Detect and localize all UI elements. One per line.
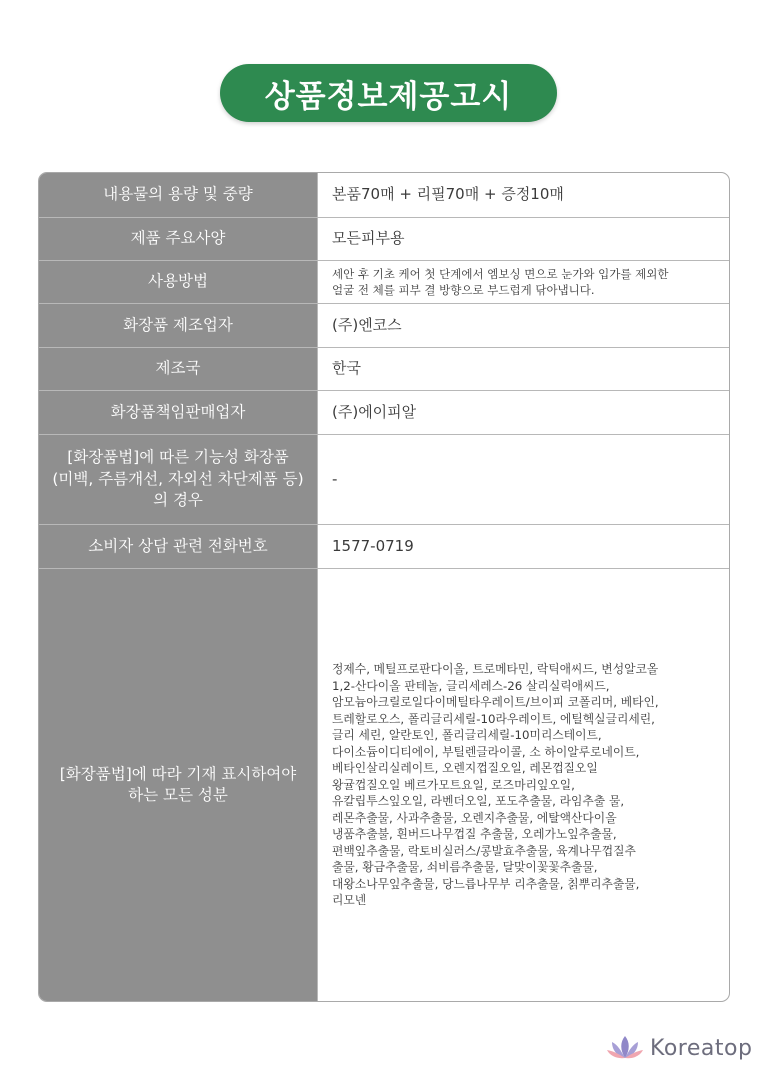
page-title: 상품정보제공고시	[220, 64, 557, 122]
row-label: 사용방법	[39, 261, 318, 303]
row-label: 제품 주요사양	[39, 218, 318, 260]
table-row	[39, 434, 729, 524]
table-row	[39, 390, 729, 434]
row-label: 소비자 상담 관련 전화번호	[39, 525, 318, 568]
row-label: 제조국	[39, 348, 318, 390]
table-row	[39, 260, 729, 303]
row-value: 세안 후 기초 케어 첫 단계에서 엠보싱 면으로 눈가와 입가를 제외한 얼굴 전 체를 피부 결 방향으로 부드럽게 닦아냅니다.	[332, 266, 669, 297]
row-label: [화장품법]에 따라 기재 표시하여야 하는 모든 성분	[39, 569, 318, 1001]
row-value: 1577-0719	[332, 536, 414, 555]
table-row	[39, 217, 729, 260]
table-row	[39, 173, 729, 217]
product-info-table	[38, 172, 730, 1002]
lotus-icon	[606, 1034, 644, 1062]
row-value: (주)엔코스	[332, 315, 402, 334]
table-row	[39, 568, 729, 1001]
row-value: 한국	[332, 359, 361, 378]
row-value: (주)에이피알	[332, 402, 417, 421]
row-label: 화장품책임판매업자	[39, 391, 318, 434]
row-value: -	[332, 469, 338, 488]
row-label: 내용물의 용량 및 중량	[39, 173, 318, 217]
brand-logo	[606, 1034, 752, 1062]
row-value: 모든피부용	[332, 229, 405, 248]
table-row	[39, 347, 729, 390]
row-label: 화장품 제조업자	[39, 304, 318, 347]
table-row	[39, 303, 729, 347]
row-value: 정제수, 메틸프로판다이올, 트로메타민, 락틱애씨드, 변성알코올 1,2-산다이올 판테놀, 글리세레스-26 살리실릭애씨드, 암모늄아크릴로일다이메틸타우레이트/브이피 코폴리머, 베타인, 트레할로오스, 폴리글리세릴-10라우레이트, 에틸헥실글리세린, 글리 세린, 알란토인, 폴리글리세릴-10미리스테이트, 다이소듐이디티에이, 부틸렌글라이콜, 소 하이알루로네이트, 베타인살리실레이트, 오렌지껍질오일, 레몬껍질오일 왕귤껍질오일 베르가모트요일, 로즈마리잎오일, 유칼립투스잎오일, 라벤더오일, 포도추출물, 라임추출 물, 레몬추출물, 사과추출물, 오렌지추출물, 에탈액산다이올 냉품추출불, 흰버드나무껍질 추출물, 오레가노잎추출물, 편백잎추출물, 락토비실러스/콩발효추출물, 육계나무껍질추 출물, 황금추출물, 쇠비름추출물, 달맞이꽃꽃추출물, 대왕소나무잎추출물, 당느릅나무부 리추출물, 칡뿌리추출물, 리모넨	[332, 662, 659, 908]
table-row	[39, 524, 729, 568]
row-label: [화장품법]에 따른 기능성 화장품 (미백, 주름개선, 자외선 차단제품 등) 의 경우	[39, 435, 318, 524]
row-value: 본품70매 + 리필70매 + 증정10매	[332, 185, 564, 204]
brand-name: Koreatop	[650, 1035, 753, 1061]
